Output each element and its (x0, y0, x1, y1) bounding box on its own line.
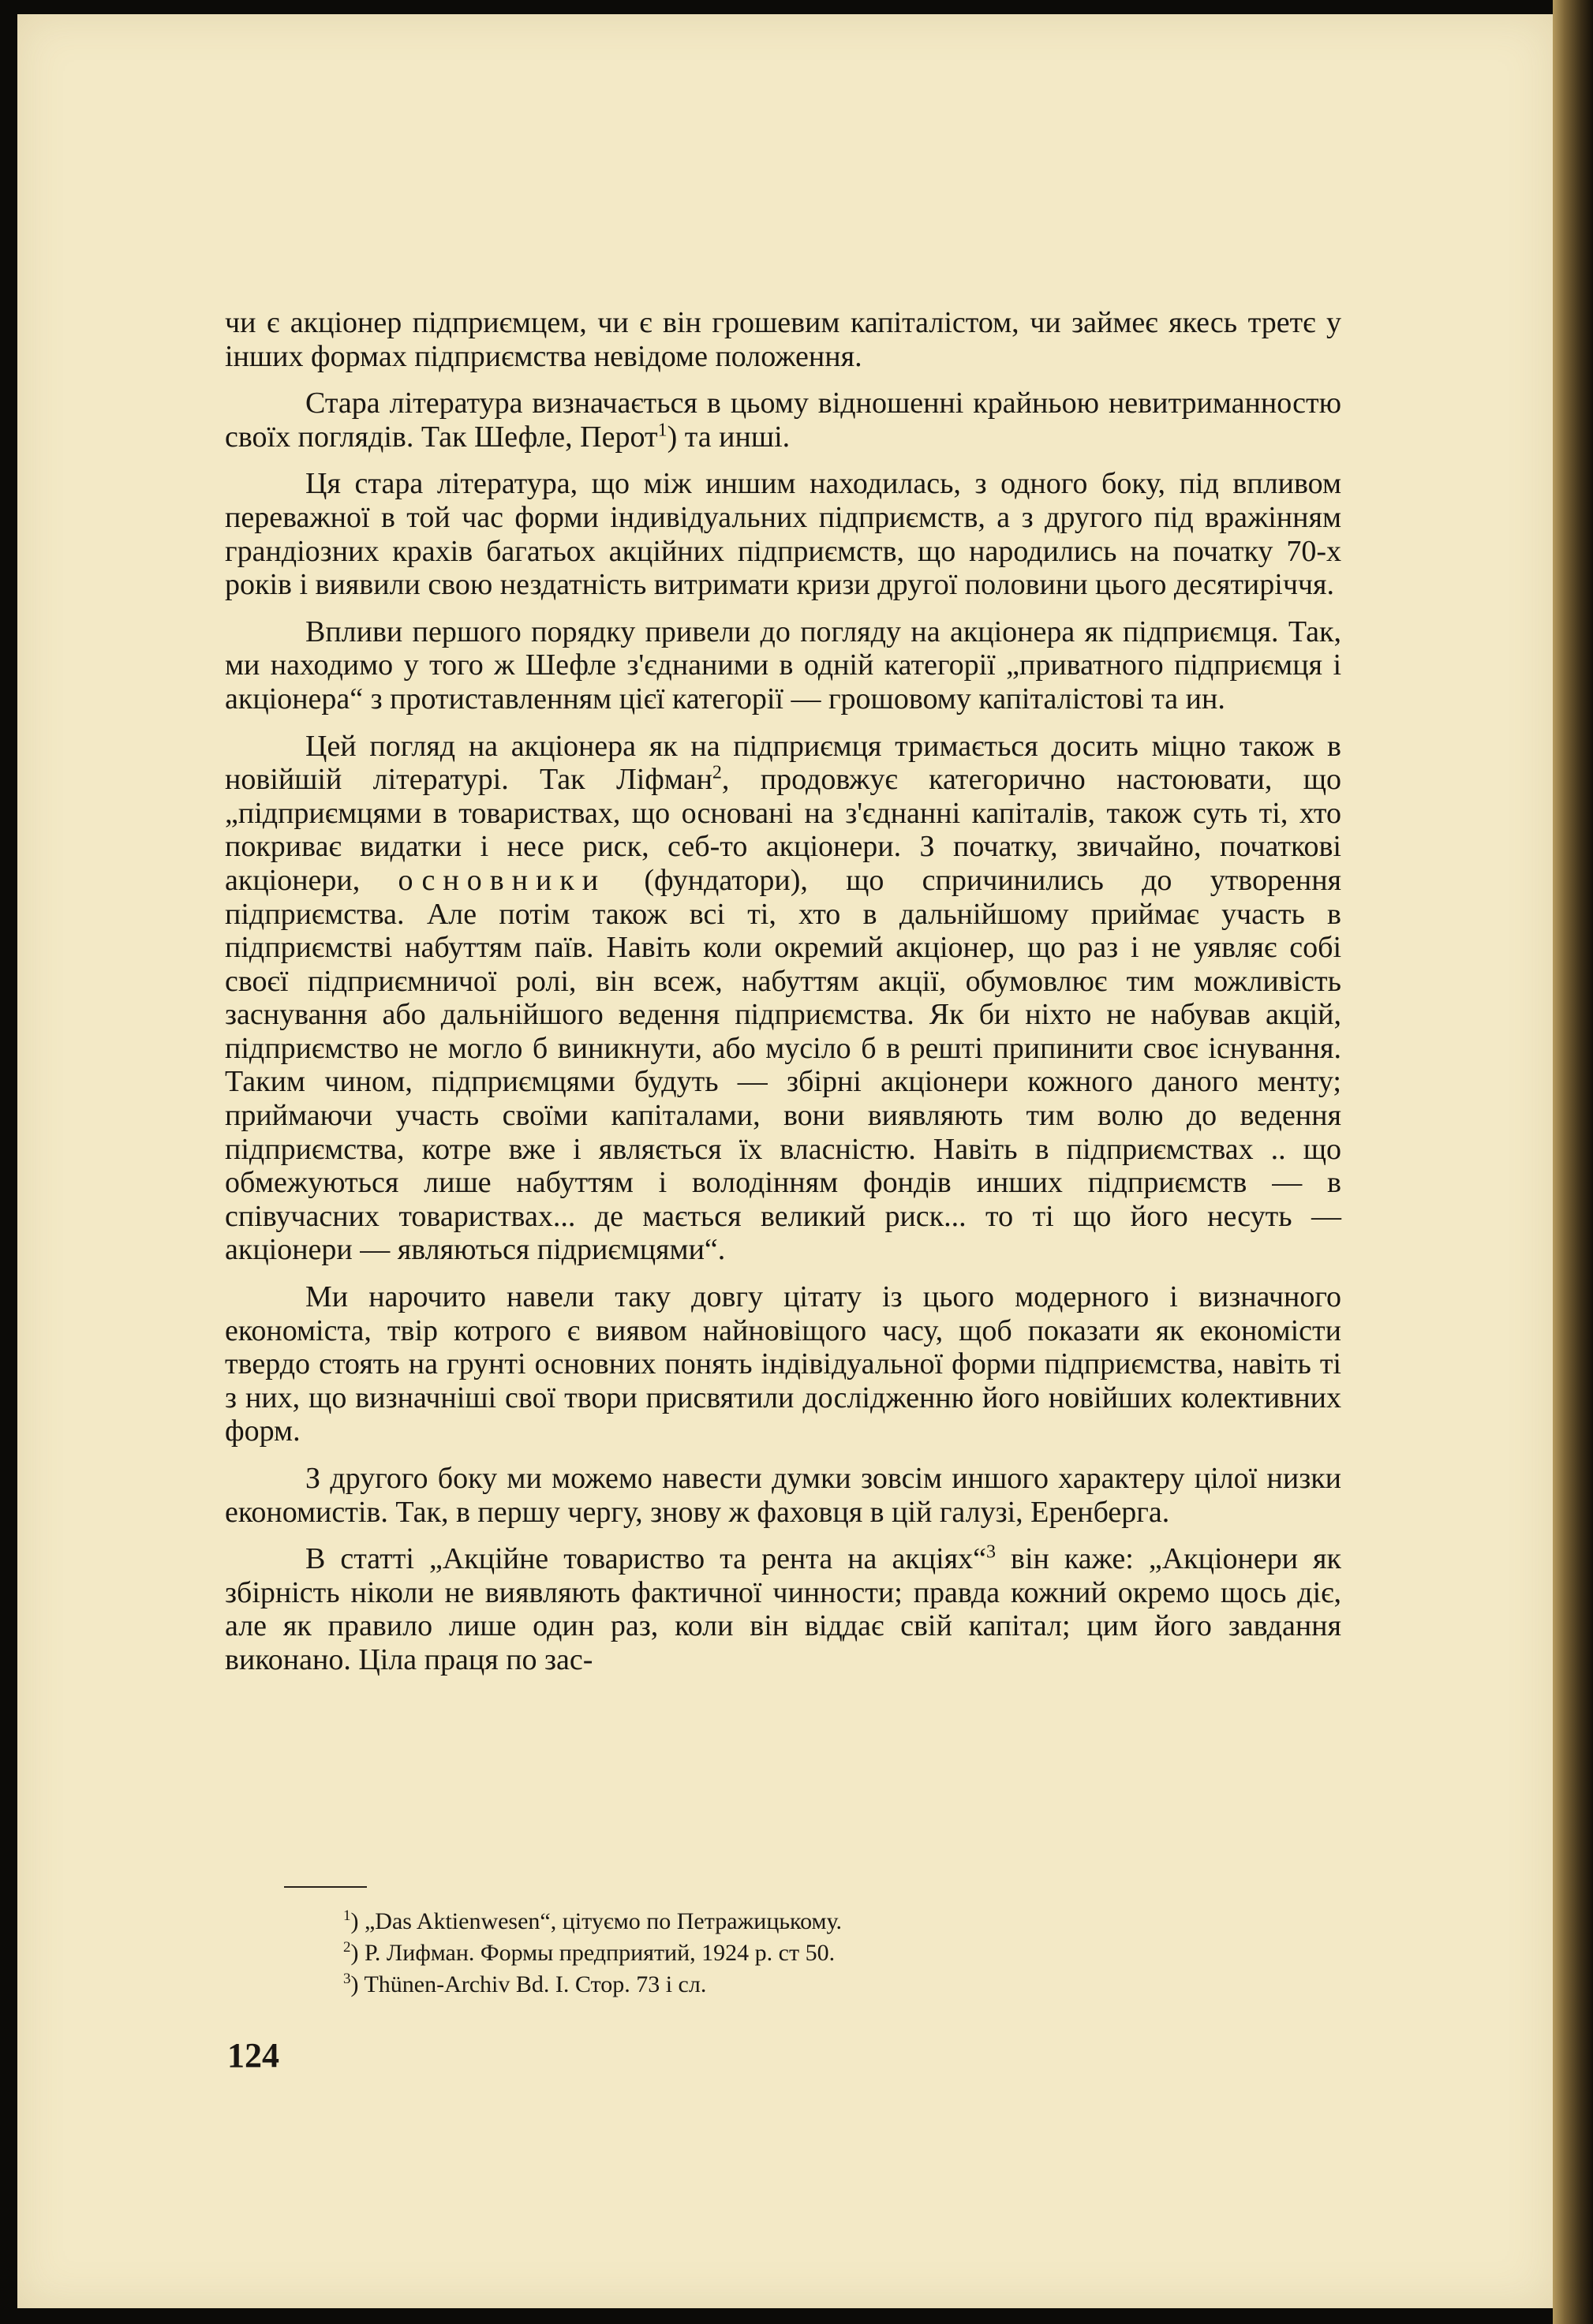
paragraph-text: ) та инші. (667, 420, 791, 454)
footnote-ref: 3 (986, 1541, 997, 1563)
paragraph (225, 730, 1341, 1268)
book-binding (1553, 0, 1593, 2324)
paragraph: Ми нарочито навели таку довгу цітату із цього модерного і визначного економіста, твір котрого є виявом найновіщого часу, щоб показати як економісти твердо стоять на грунті основних понять індівідуальної форми підприємства, навіть ті з них, що визначніші свої твори присвятили дослідженню його новійших колективних форм. (225, 1280, 1341, 1448)
spaced-word: основники (398, 863, 607, 897)
footnote-text: ) Р. Лифман. Формы предприятий, 1924 р. ст 50. (350, 1940, 836, 1966)
footnote (343, 1966, 1211, 1997)
paragraph: чи є акціонер підприємцем, чи є він грошевим капіталістом, чи займеє якесь третє у інших формах підприємства невідоме положення. (225, 306, 1341, 373)
paragraph: Ця стара література, що між иншим находилась, з одного боку, під впливом переважної в той час форми індивідуальних підприємств, а з другого під вражінням грандіозних крахів багатьох акційних підприємств, що народились на початку 70-х років і виявили свою нездатність витримати кризи другої половини цього десятиріччя. (225, 467, 1341, 602)
footnote-ref: 1 (657, 420, 667, 441)
footnote-mark: 3 (343, 1971, 351, 1987)
footnote-mark: 2 (343, 1939, 351, 1956)
footnote (343, 1934, 1211, 1966)
footnote-text: ) „Das Aktienwesen“, цітуємо по Петражицькому. (350, 1908, 843, 1934)
paragraph (225, 1542, 1341, 1676)
footnote-text: ) Thünen-Archiv Bd. I. Стор. 73 і сл. (350, 1971, 707, 1997)
footnote (343, 1903, 1211, 1934)
page-number: 124 (227, 2036, 279, 2075)
paragraph-text: Стара література визначається в цьому відношенні крайньою невитриманностю своїх поглядів. Так Шефле, Перот (225, 387, 1341, 454)
paragraph-text: (фундатори), що спричинились до утворення підприємства. Але потім також всі ті, хто в дальнійшому приймає участь в підприємстві набуттям паїв. Навіть коли окремий акціонер, що раз і не уявляє собі своєї підприємничої ролі, він всеж, набуттям акції, обумовлює тим можливість заснування або дальнійшого ведення підприємства. Як би ніхто не набував акцій, підприємство не могло б виникнути, або мусіло б в решті припинити своє існування. Таким чином, підприємцями будуть — збірні акціонери кожного даного менту; приймаючи участь своїми капіталами, вони виявляють тим волю до ведення підприємства, котре вже і являється їх власністю. Навіть в підприємствах .. що обмежуються лише набуттям і володінням фондів инших підприємств — в співучасних товариствах... де мається великий риск... то ті що його несуть — акціонери — являються підриємцями“. (225, 863, 1342, 1267)
paragraph-text: він каже: „Акціонери як збірність ніколи не виявляють фактичної чинности; правда кожний окремо щось діє, але як правило лише один раз, коли він віддає свій капітал; цим його завдання виконано. Ціла праця по зас- (225, 1542, 1341, 1676)
footnotes (343, 1903, 1211, 1997)
paragraph (225, 387, 1341, 454)
paragraph-text: , продовжує категорично настоювати, що „підприємцями в товариствах, що основані на з'єднанні капіталів, також суть ті, хто покриває видатки і несе риск, себ-то акціонери. З початку, звичайно, початкові акціонери, (225, 763, 1341, 897)
paragraph-text: В статті „Акційне товариство та рента на акціях“ (305, 1542, 987, 1576)
paragraph-text: Цей погляд на акціонера як на підприємця тримається досить міцно також в новійшій літературі. Так Ліфман (225, 729, 1341, 797)
body-text (225, 306, 1341, 1691)
paragraph: З другого боку ми можемо навести думки зовсім иншого характеру цілої низки економистів. Так, в першу чергу, знову ж фаховця в цій галузі, Еренберга. (225, 1462, 1341, 1529)
footnote-mark: 1 (343, 1907, 351, 1924)
footnote-divider (284, 1886, 367, 1888)
footnote-ref: 2 (712, 762, 722, 783)
paragraph: Впливи першого порядку привели до погляду на акціонера як підприємця. Так, ми находимо у того ж Шефле з'єднаними в одній категорії „приватного підприємця і акціонера“ з протиставленням цієї категорії — грошовому капіталістові та ин. (225, 615, 1341, 716)
